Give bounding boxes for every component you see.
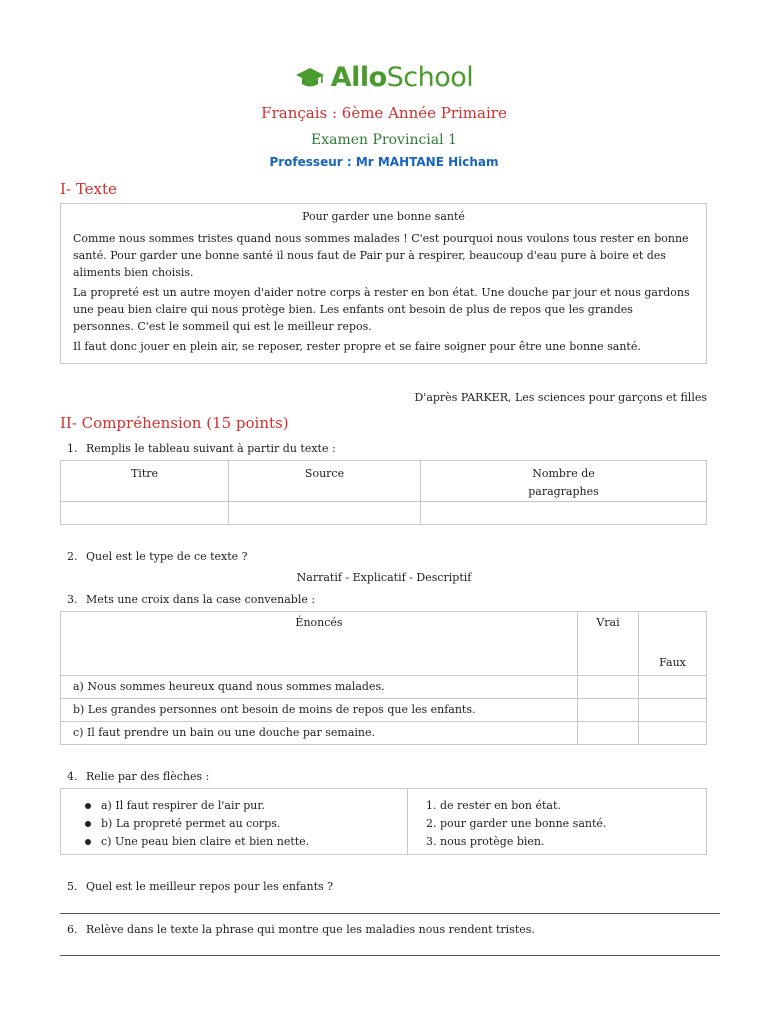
- faux-checkbox-a[interactable]: [639, 676, 707, 699]
- vrai-checkbox-b[interactable]: [578, 699, 639, 722]
- vrai-checkbox-c[interactable]: [578, 722, 639, 745]
- true-false-table: [60, 611, 707, 745]
- logo-text: AlloSchool: [330, 62, 474, 93]
- info-table: [60, 460, 707, 525]
- faux-checkbox-c[interactable]: [639, 722, 707, 745]
- list-item[interactable]: 3. nous protège bien.: [426, 835, 545, 848]
- question-5: 5. Quel est le meilleur repos pour les enfants ?: [67, 880, 334, 893]
- question-1: 1. Remplis le tableau suivant à partir du texte :: [67, 442, 336, 455]
- statement-b: b) Les grandes personnes ont besoin de moins de repos que les enfants.: [61, 699, 578, 722]
- answer-line-6[interactable]: [60, 955, 720, 956]
- alloschool-logo: [0, 62, 768, 93]
- answer-cell-titre[interactable]: [61, 502, 229, 525]
- matching-left-column: [61, 789, 408, 854]
- table-row: [61, 676, 707, 699]
- question-6: 6. Relève dans le texte la phrase qui montre que les maladies nous rendent tristes.: [67, 923, 535, 936]
- page-title: Français : 6ème Année Primaire: [261, 104, 507, 122]
- graduation-cap-icon: [295, 65, 325, 91]
- reading-paragraph: La propreté est un autre moyen d'aider notre corps à rester en bon état. Une douche par jour et nous gardons une peau bien claire qui nous protège bien. Les enfants ont besoin de plus de repos que les grandes personnes. C'est le sommeil qui est le meilleur repos.: [73, 286, 690, 333]
- list-item[interactable]: a) Il faut respirer de l'air pur.: [73, 797, 395, 815]
- text-source: D'après PARKER, Les sciences pour garçons et filles: [414, 391, 707, 404]
- table-header-enonces: Énoncés: [61, 612, 578, 676]
- table-header-vrai: Vrai: [578, 612, 639, 676]
- bullet-icon: [85, 839, 91, 845]
- question-4: 4. Relie par des flèches :: [67, 770, 210, 783]
- list-item[interactable]: b) La propreté permet au corps.: [73, 815, 395, 833]
- bullet-icon: [85, 803, 91, 809]
- answer-cell-source[interactable]: [229, 502, 421, 525]
- reading-text-title: Pour garder une bonne santé: [302, 210, 465, 223]
- table-header-paragraphes: Nombre de paragraphes: [421, 461, 707, 502]
- text-type-options: Narratif - Explicatif - Descriptif: [296, 571, 472, 584]
- statement-c: c) Il faut prendre un bain ou une douche par semaine.: [61, 722, 578, 745]
- vrai-checkbox-a[interactable]: [578, 676, 639, 699]
- faux-checkbox-b[interactable]: [639, 699, 707, 722]
- table-row: [61, 722, 707, 745]
- reading-paragraph: Comme nous sommes tristes quand nous sommes malades ! C'est pourquoi nous voulons tous rester en bonne santé. Pour garder une bonne santé il nous faut de Pair pur à respirer, beaucoup d'eau pure à boire et des aliments bien choisis.: [73, 232, 689, 279]
- question-2: 2. Quel est le type de ce texte ?: [67, 550, 248, 563]
- list-item[interactable]: c) Une peau bien claire et bien nette.: [73, 833, 395, 851]
- exam-subtitle: Examen Provincial 1: [311, 132, 457, 148]
- table-header-source: Source: [229, 461, 421, 502]
- bullet-icon: [85, 821, 91, 827]
- section-title-texte: I- Texte: [60, 180, 117, 198]
- table-row: [61, 699, 707, 722]
- reading-paragraph: Il faut donc jouer en plein air, se reposer, rester propre et se faire soigner pour être une bonne santé.: [73, 340, 641, 353]
- answer-line-5[interactable]: [60, 913, 720, 914]
- reading-text-box: [60, 203, 707, 364]
- list-item[interactable]: 2. pour garder une bonne santé.: [426, 817, 607, 830]
- statement-a: a) Nous sommes heureux quand nous sommes malades.: [61, 676, 578, 699]
- question-3: 3. Mets une croix dans la case convenable :: [67, 593, 316, 606]
- teacher-name: Professeur : Mr MAHTANE Hicham: [269, 155, 499, 169]
- matching-right-column: [408, 789, 706, 854]
- section-title-comprehension: II- Compréhension (15 points): [60, 414, 289, 432]
- list-item[interactable]: 1. de rester en bon état.: [426, 799, 561, 812]
- table-header-faux: Faux: [639, 612, 707, 676]
- matching-box: [60, 788, 707, 855]
- answer-cell-paragraphes[interactable]: [421, 502, 707, 525]
- table-header-titre: Titre: [61, 461, 229, 502]
